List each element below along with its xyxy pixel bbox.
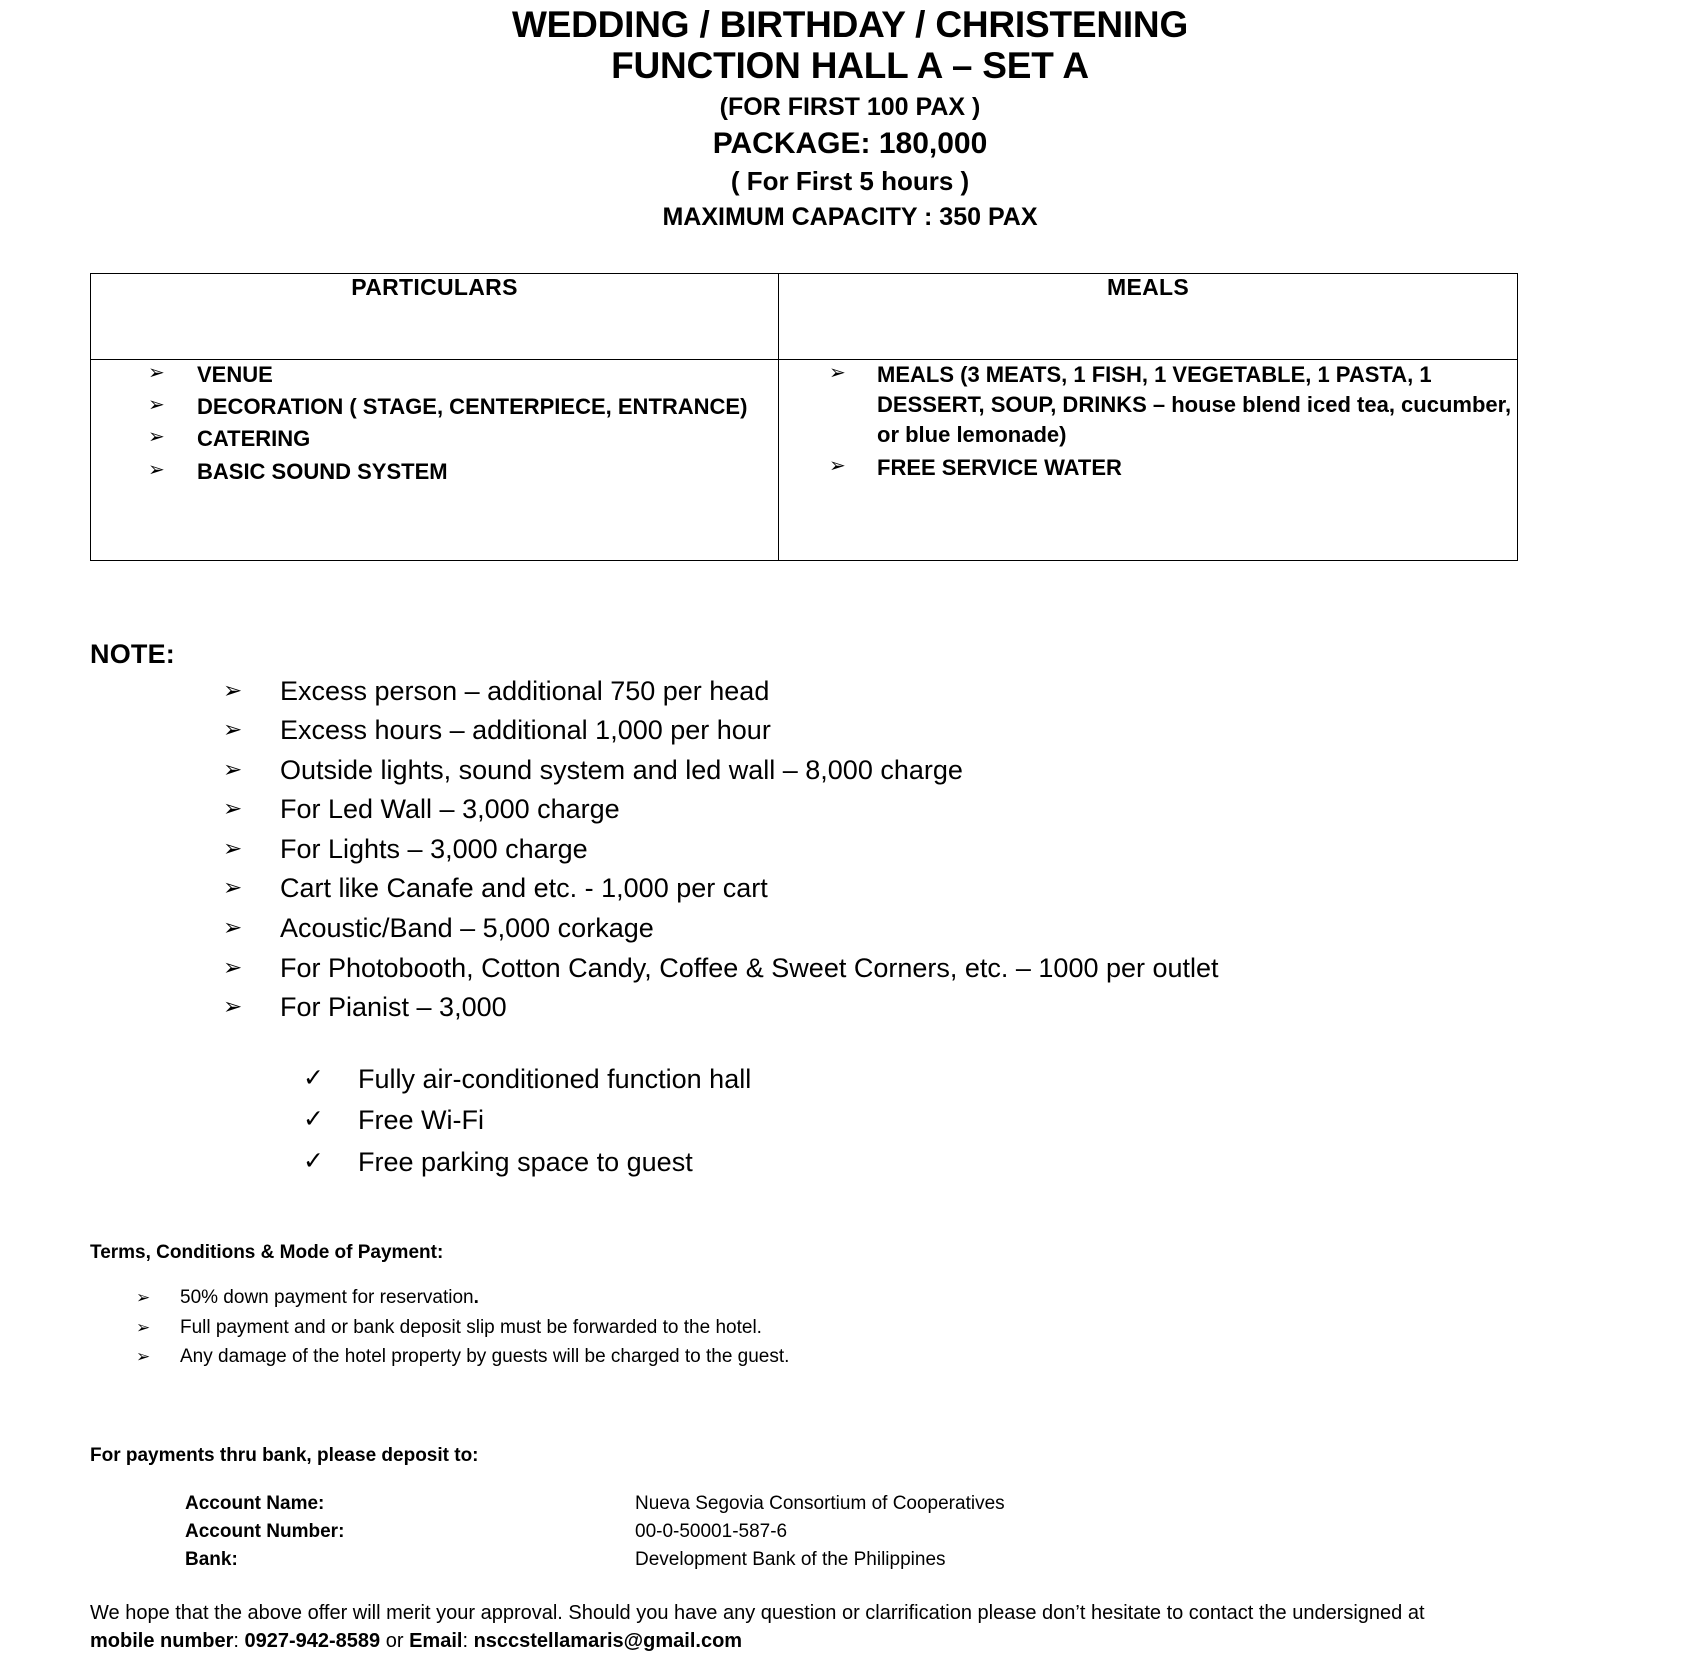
bank-label-bank: Bank:	[185, 1548, 238, 1570]
cell-particulars	[91, 359, 779, 560]
cell-meals	[779, 359, 1518, 560]
list-item-label: DECORATION ( STAGE, CENTERPIECE, ENTRANCE)	[197, 393, 748, 419]
arrow-bullet-icon: ➢	[223, 755, 243, 782]
bank-value-account-number: 00-0-50001-587-6	[635, 1521, 788, 1543]
package-price: PACKAGE: 180,000	[712, 126, 988, 160]
column-header-particulars: PARTICULARS	[91, 273, 779, 359]
list-item-label: Cart like Canafe and etc. - 1,000 per cart	[280, 873, 768, 904]
list-item	[90, 992, 1610, 1024]
list-item-label: Free Wi-Fi	[358, 1105, 484, 1136]
inclusions-list	[90, 1064, 1610, 1179]
list-item-label: VENUE	[197, 361, 273, 387]
list-item	[90, 794, 1610, 826]
email-value: nsccstellamaris@gmail.com	[473, 1630, 743, 1653]
list-item-label: For Pianist – 3,000	[280, 992, 507, 1023]
table-row	[185, 1491, 1005, 1519]
arrow-bullet-icon: ➢	[223, 716, 243, 743]
arrow-bullet-icon: ➢	[148, 393, 165, 416]
list-item	[91, 360, 778, 390]
list-item	[90, 1286, 1610, 1310]
list-item	[90, 913, 1610, 945]
list-item	[90, 873, 1610, 905]
list-item	[90, 1345, 1610, 1369]
arrow-bullet-icon: ➢	[148, 361, 165, 384]
bank-value-bank: Development Bank of the Philippines	[635, 1548, 946, 1570]
mobile-number-value: 0927-942-8589	[244, 1630, 381, 1653]
table-row	[185, 1547, 1005, 1575]
arrow-bullet-icon: ➢	[223, 676, 243, 703]
column-header-meals: MEALS	[779, 273, 1518, 359]
table-row	[185, 1519, 1005, 1547]
list-item-label-suffix: .	[473, 1287, 479, 1309]
check-bullet-icon: ✓	[303, 1063, 324, 1092]
package-table	[90, 273, 1518, 561]
bank-label-account-name: Account Name:	[185, 1493, 325, 1515]
arrow-bullet-icon: ➢	[148, 458, 165, 481]
list-item-label: FREE SERVICE WATER	[877, 454, 1122, 480]
list-item	[779, 360, 1517, 451]
subtitle-pax: (FOR FIRST 100 PAX )	[719, 92, 981, 121]
contact-separator-1: :	[233, 1630, 245, 1653]
arrow-bullet-icon: ➢	[136, 1347, 151, 1367]
list-item-label: For Led Wall – 3,000 charge	[280, 794, 620, 825]
table-header-row	[91, 273, 1518, 359]
arrow-bullet-icon: ➢	[223, 993, 243, 1020]
list-item	[91, 457, 778, 487]
list-item	[90, 1147, 1610, 1179]
check-bullet-icon: ✓	[303, 1105, 324, 1134]
list-item-label: Free parking space to guest	[358, 1146, 693, 1177]
bank-details-table	[185, 1491, 1005, 1574]
list-item-label: Any damage of the hotel property by guests will be charged to the guest.	[180, 1346, 790, 1368]
bank-label-account-number: Account Number:	[185, 1521, 345, 1543]
bank-details-section	[90, 1445, 1610, 1574]
contact-line	[90, 1628, 1610, 1655]
list-item-label: For Lights – 3,000 charge	[280, 833, 588, 864]
note-list	[90, 676, 1610, 1024]
arrow-bullet-icon: ➢	[136, 1317, 151, 1337]
terms-heading: Terms, Conditions & Mode of Payment:	[90, 1242, 444, 1264]
list-item	[90, 676, 1610, 708]
title-hall-set: FUNCTION HALL A – SET A	[611, 45, 1089, 87]
list-item	[91, 392, 778, 422]
list-item-label: Outside lights, sound system and led wall – 8,000 charge	[280, 754, 963, 785]
arrow-bullet-icon: ➢	[223, 953, 243, 980]
contact-separator-2: :	[462, 1630, 474, 1653]
list-item-label: 50% down payment for reservation	[180, 1287, 474, 1309]
max-capacity: MAXIMUM CAPACITY : 350 PAX	[662, 202, 1038, 231]
list-item-label: Fully air-conditioned function hall	[358, 1063, 752, 1094]
list-item	[779, 453, 1517, 483]
table-body-row	[91, 359, 1518, 560]
arrow-bullet-icon: ➢	[136, 1288, 151, 1308]
list-item	[90, 715, 1610, 747]
list-item	[90, 1105, 1610, 1137]
arrow-bullet-icon: ➢	[223, 834, 243, 861]
document-header	[90, 4, 1610, 233]
mobile-number-label: mobile number	[90, 1630, 234, 1653]
terms-section	[90, 1242, 1610, 1369]
email-label: Email	[409, 1630, 463, 1653]
package-hours: ( For First 5 hours )	[730, 166, 970, 197]
list-item-label: For Photobooth, Cotton Candy, Coffee & Sweet Corners, etc. – 1000 per outlet	[280, 952, 1219, 983]
arrow-bullet-icon: ➢	[223, 914, 243, 940]
check-bullet-icon: ✓	[303, 1146, 324, 1175]
list-item-label: Full payment and or bank deposit slip must be forwarded to the hotel.	[180, 1316, 762, 1338]
note-heading: NOTE:	[90, 638, 175, 669]
arrow-bullet-icon: ➢	[223, 874, 243, 901]
bank-heading: For payments thru bank, please deposit to:	[90, 1445, 479, 1467]
title-event-types: WEDDING / BIRTHDAY / CHRISTENING	[511, 4, 1189, 45]
arrow-bullet-icon: ➢	[223, 795, 243, 822]
arrow-bullet-icon: ➢	[148, 426, 165, 449]
list-item	[90, 834, 1610, 866]
bank-value-account-name: Nueva Segovia Consortium of Cooperatives	[635, 1493, 1005, 1515]
list-item	[91, 424, 778, 454]
closing-paragraph: We hope that the above offer will merit your approval. Should you have any question or clarrification please don’t hesitate to contact the undersigned at	[90, 1602, 1425, 1625]
list-item	[90, 1064, 1610, 1096]
contact-conjunction: or	[380, 1630, 410, 1653]
note-section	[90, 639, 1610, 1179]
list-item-label: Excess person – additional 750 per head	[280, 675, 770, 706]
meals-list	[779, 360, 1517, 483]
list-item-label: MEALS (3 MEATS, 1 FISH, 1 VEGETABLE, 1 PASTA, 1 DESSERT, SOUP, DRINKS – house blend iced tea, cucumber, or blue lemonade)	[877, 361, 1512, 448]
list-item-label: Acoustic/Band – 5,000 corkage	[280, 913, 654, 943]
list-item-label: Excess hours – additional 1,000 per hour	[280, 715, 771, 746]
particulars-list	[91, 360, 778, 487]
list-item-label: BASIC SOUND SYSTEM	[197, 458, 448, 484]
arrow-bullet-icon: ➢	[829, 361, 846, 384]
list-item-label: CATERING	[197, 426, 311, 452]
list-item	[90, 953, 1610, 985]
list-item	[90, 755, 1610, 787]
arrow-bullet-icon: ➢	[829, 454, 846, 477]
terms-list	[90, 1286, 1610, 1369]
closing-section	[90, 1600, 1610, 1655]
list-item	[90, 1316, 1610, 1340]
